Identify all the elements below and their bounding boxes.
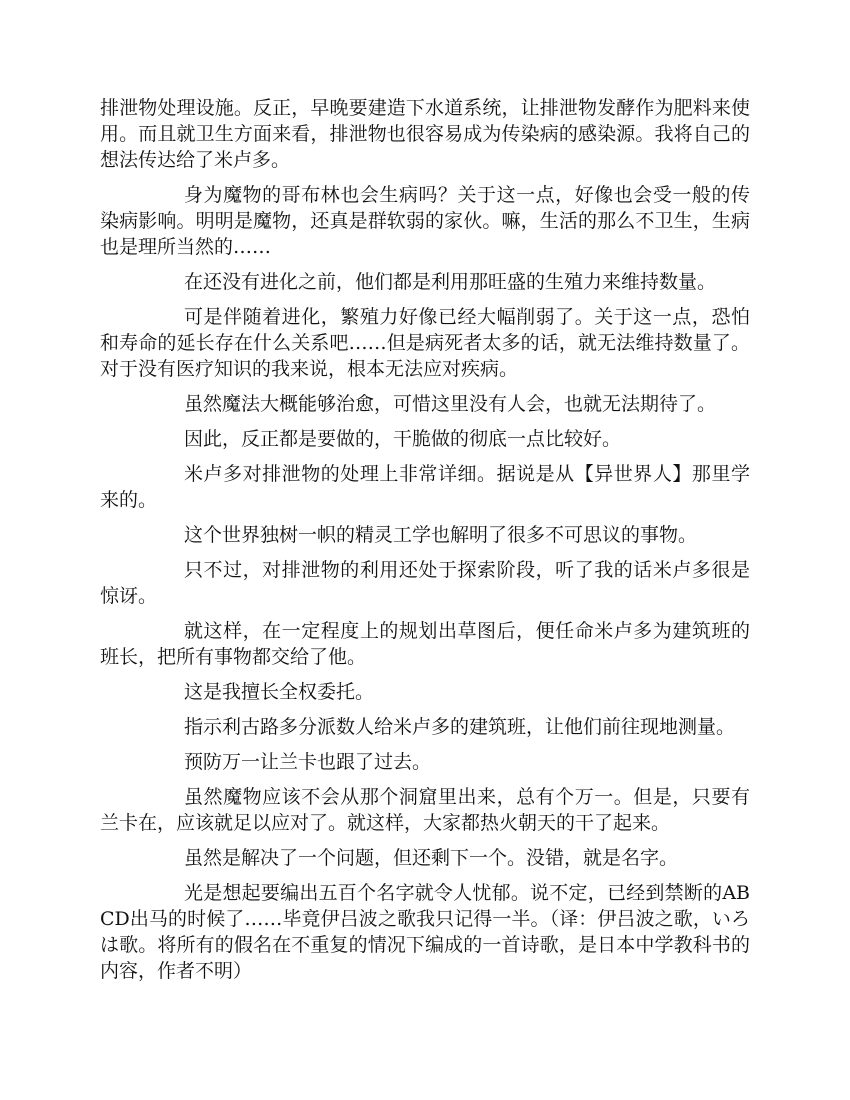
paragraph-8: 这个世界独树一帜的精灵工学也解明了很多不可思议的事物。 bbox=[184, 524, 698, 546]
document-page bbox=[100, 95, 750, 993]
paragraph-1: 排泄物处理设施。反正，早晚要建造下水道系统，让排泄物发酵作为肥料来使用。而且就卫生方面来看，排泄物也很容易成为传染病的感染源。我将自己的想法传达给了米卢多。 bbox=[100, 97, 750, 171]
paragraph-4: 可是伴随着进化，繁殖力好像已经大幅削弱了。关于这一点，恐怕和寿命的延长存在什么关系吧……但是病死者太多的话，就无法维持数量了。对于没有医疗知识的我来说，根本无法应对疾病。 bbox=[100, 306, 750, 380]
paragraph-2: 身为魔物的哥布林也会生病吗？关于这一点，好像也会受一般的传染病影响。明明是魔物，还真是群软弱的家伙。嘛，生活的那么不卫生，生病也是理所当然的…… bbox=[100, 184, 750, 258]
paragraph-12: 指示利古路多分派数人给米卢多的建筑班，让他们前往现地测量。 bbox=[184, 716, 736, 738]
paragraph-15: 虽然是解决了一个问题，但还剩下一个。没错，就是名字。 bbox=[184, 847, 679, 869]
paragraph-9: 只不过，对排泄物的利用还处于探索阶段，听了我的话米卢多很是惊讶。 bbox=[100, 559, 750, 607]
paragraph-6: 因此，反正都是要做的，干脆做的彻底一点比较好。 bbox=[184, 428, 622, 450]
paragraph-7: 米卢多对排泄物的处理上非常详细。据说是从【异世界人】那里学来的。 bbox=[100, 463, 750, 511]
paragraph-11: 这是我擅长全权委托。 bbox=[184, 681, 375, 703]
paragraph-10: 就这样，在一定程度上的规划出草图后，便任命米卢多为建筑班的班长，把所有事物都交给了他。 bbox=[100, 620, 750, 668]
paragraph-16: 光是想起要编出五百个名字就令人忧郁。说不定，已经到禁断的ABCD出马的时候了……毕竟伊吕波之歌我只记得一半。（译：伊吕波之歌，いろは歌。将所有的假名在不重复的情况下编成的一首诗歌，是日本中学教科书的内容，作者不明） bbox=[100, 882, 750, 982]
paragraph-3: 在还没有进化之前，他们都是利用那旺盛的生殖力来维持数量。 bbox=[184, 271, 717, 293]
paragraph-14: 虽然魔物应该不会从那个洞窟里出来，总有个万一。但是，只要有兰卡在，应该就足以应对了。就这样，大家都热火朝天的干了起来。 bbox=[100, 786, 750, 834]
paragraph-13: 预防万一让兰卡也跟了过去。 bbox=[184, 751, 432, 773]
paragraph-5: 虽然魔法大概能够治愈，可惜这里没有人会，也就无法期待了。 bbox=[184, 393, 717, 415]
